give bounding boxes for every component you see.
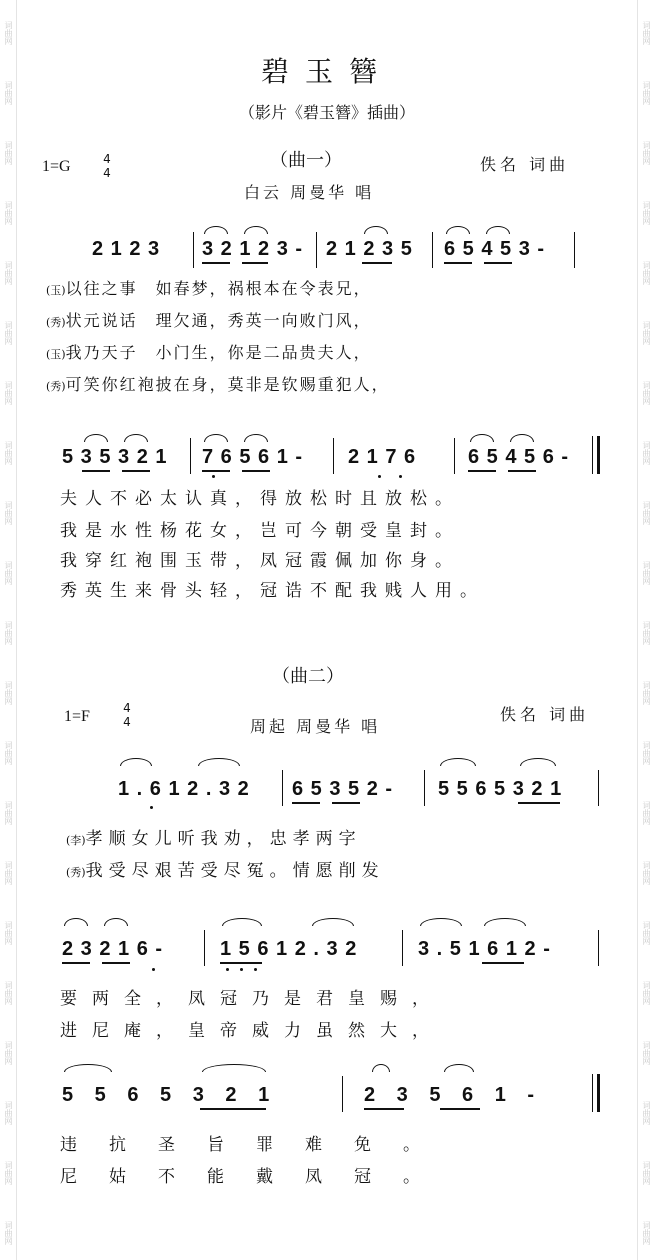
beam-underline (122, 470, 150, 472)
song1-time-bottom: 4 (103, 166, 111, 180)
beam-underline (444, 262, 472, 264)
watermark-text: 词曲网 (4, 261, 13, 285)
barline (333, 438, 334, 474)
song2-row2-measure-1: 2 3 2 1 6 - (62, 938, 164, 960)
beam-underline (242, 262, 268, 264)
lyric-text: 以往之事 如春梦，祸根本在令表兄， (65, 279, 372, 298)
final-barline-thick (597, 436, 600, 474)
beam-underline (292, 802, 320, 804)
barline (574, 232, 575, 268)
singer-role: (秀) (66, 866, 86, 879)
song2-lyric-line-6: 尼姑不能戴凤冠。 (60, 1167, 452, 1187)
beam-underline (332, 802, 360, 804)
watermark-text: 词曲网 (642, 381, 651, 405)
watermark-text: 词曲网 (642, 441, 651, 465)
watermark-text: 词曲网 (4, 741, 13, 765)
singer-role: (秀) (46, 380, 66, 393)
lyric-text: 我受尽艰苦受尽冤。情愿削发 (85, 861, 385, 881)
slur-arc (202, 1064, 266, 1072)
watermark-text: 词曲网 (642, 981, 651, 1005)
slur-arc (486, 226, 510, 234)
song1-row1-measure-3: 2 1 2 3 5 (326, 238, 413, 260)
song1-lyric-line-8: 秀英生来骨头轻，冠诰不配我贱人用。 (60, 581, 485, 601)
watermark-text: 词曲网 (4, 621, 13, 645)
beam-underline (508, 470, 536, 472)
slur-arc (484, 918, 526, 926)
watermark-text: 词曲网 (642, 1221, 651, 1245)
slur-arc (470, 434, 494, 442)
slur-arc (104, 918, 128, 926)
song-title: 碧玉簪 (260, 55, 393, 88)
song1-row2-measure-2: 7 6 5 6 1 - (202, 446, 304, 468)
slur-arc (198, 758, 240, 766)
slur-arc (84, 434, 108, 442)
watermark-text: 词曲网 (4, 201, 13, 225)
watermark-text: 词曲网 (4, 981, 13, 1005)
barline (190, 438, 191, 474)
song1-time-top: 4 (103, 152, 111, 166)
beam-underline (102, 962, 130, 964)
beam-underline (202, 262, 230, 264)
slur-arc (120, 758, 152, 766)
song2-heading: （曲二） (272, 666, 344, 687)
beam-underline (468, 470, 496, 472)
low-octave-dot (378, 475, 381, 478)
song1-key-signature: 1=G (42, 158, 71, 175)
song1-row1-measure-1: 2 1 2 3 (92, 238, 161, 260)
song1-lyric-line-5: 夫人不必太认真，得放松时且放松。 (60, 489, 460, 509)
slur-arc (64, 1064, 112, 1072)
watermark-text: 词曲网 (4, 21, 13, 45)
song1-author: 佚名 词曲 (480, 155, 570, 174)
song1-singers: 白云 周曼华 唱 (244, 183, 375, 202)
low-octave-dot (150, 806, 153, 809)
song2-lyric-line-5: 违抗圣旨罪难免。 (60, 1135, 452, 1155)
watermark-text: 词曲网 (642, 1101, 651, 1125)
barline (316, 232, 317, 268)
low-octave-dot (226, 968, 229, 971)
low-octave-dot (254, 968, 257, 971)
barline (282, 770, 283, 806)
song2-row3-measure-2: 2 3 5 6 1 - (364, 1084, 536, 1106)
song2-time-top: 4 (123, 701, 131, 715)
watermark-text: 词曲网 (4, 1041, 13, 1065)
watermark-text: 词曲网 (642, 741, 651, 765)
beam-underline (482, 962, 524, 964)
watermark-text: 词曲网 (642, 81, 651, 105)
song2-lyric-line-3: 要两全，凤冠乃是君皇赐， (60, 989, 444, 1009)
watermark-strip-right (637, 0, 654, 1260)
watermark-text: 词曲网 (4, 801, 13, 825)
slur-arc (510, 434, 534, 442)
song2-row3-measure-1: 5 5 6 5 3 2 1 (62, 1084, 271, 1106)
beam-underline (362, 262, 392, 264)
slur-arc (204, 434, 228, 442)
song1-lyric-line-3 (46, 340, 372, 363)
watermark-text: 词曲网 (4, 1221, 13, 1245)
watermark-text: 词曲网 (642, 21, 651, 45)
song2-lyric-line-1 (66, 824, 362, 849)
watermark-text: 词曲网 (4, 861, 13, 885)
slur-arc (222, 918, 262, 926)
song2-row1-measure-2: 6 5 3 5 2 - (292, 778, 394, 800)
low-octave-dot (399, 475, 402, 478)
final-barline-thin (592, 1074, 593, 1112)
song2-row1-measure-3: 5 5 6 5 3 2 1 (438, 778, 563, 800)
beam-underline (82, 470, 110, 472)
slur-arc (364, 226, 388, 234)
slur-arc (64, 918, 88, 926)
singer-role: (李) (66, 834, 86, 847)
slur-arc (124, 434, 148, 442)
watermark-text: 词曲网 (642, 141, 651, 165)
watermark-text: 词曲网 (642, 321, 651, 345)
watermark-text: 词曲网 (4, 441, 13, 465)
watermark-text: 词曲网 (642, 261, 651, 285)
watermark-strip-left (0, 0, 17, 1260)
beam-underline (220, 962, 262, 964)
lyric-text: 孝顺女儿听我劝，忠孝两字 (85, 829, 362, 849)
watermark-text: 词曲网 (642, 801, 651, 825)
song1-lyric-line-1 (46, 276, 372, 299)
beam-underline (364, 1108, 404, 1110)
beam-underline (200, 1108, 266, 1110)
song1-row1-measure-2: 3 2 1 2 3 - (202, 238, 304, 260)
barline (598, 930, 599, 966)
song2-lyric-line-4: 进尼庵，皇帝威力虽然大， (60, 1021, 444, 1041)
song1-row1-measure-4: 6 5 4 5 3 - (444, 238, 546, 260)
watermark-text: 词曲网 (642, 921, 651, 945)
song1-lyric-line-6: 我是水性杨花女，岂可今朝受皇封。 (60, 521, 460, 541)
song2-row1-measure-1: 1 . 6 1 2 . 3 2 (118, 778, 250, 800)
final-barline-thick (597, 1074, 600, 1112)
slur-arc (204, 226, 228, 234)
song2-row2-measure-2: 1 5 6 1 2 . 3 2 (220, 938, 358, 960)
song1-lyric-line-7: 我穿红袍围玉带，凤冠霞佩加你身。 (60, 551, 460, 571)
barline (454, 438, 455, 474)
lyric-text: 状元说话 理欠通，秀英一向败门风， (65, 311, 372, 330)
slur-arc (446, 226, 470, 234)
beam-underline (62, 962, 90, 964)
beam-underline (518, 802, 560, 804)
barline (424, 770, 425, 806)
song2-time-bottom: 4 (123, 715, 131, 729)
singer-role: (秀) (46, 316, 66, 329)
song1-row2-measure-4: 6 5 4 5 6 - (468, 446, 570, 468)
watermark-text: 词曲网 (4, 501, 13, 525)
barline (204, 930, 205, 966)
watermark-text: 词曲网 (642, 1161, 651, 1185)
slur-arc (440, 758, 476, 766)
song1-heading: （曲一） (270, 150, 342, 171)
barline (432, 232, 433, 268)
song1-row2-measure-1: 5 3 5 3 2 1 (62, 446, 168, 468)
beam-underline (242, 470, 270, 472)
singer-role: (玉) (46, 284, 66, 297)
lyric-text: 我乃天子 小门生，你是二品贵夫人， (65, 343, 372, 362)
barline (402, 930, 403, 966)
low-octave-dot (212, 475, 215, 478)
slur-arc (244, 434, 268, 442)
watermark-text: 词曲网 (4, 381, 13, 405)
beam-underline (202, 470, 230, 472)
slur-arc (372, 1064, 390, 1072)
song2-author: 佚名 词曲 (500, 705, 590, 724)
slur-arc (244, 226, 268, 234)
song1-lyric-line-2 (46, 308, 372, 331)
watermark-text: 词曲网 (642, 501, 651, 525)
watermark-text: 词曲网 (642, 201, 651, 225)
song1-row2-measure-3: 2 1 7 6 (348, 446, 417, 468)
song2-lyric-line-2 (66, 856, 385, 881)
slur-arc (444, 1064, 474, 1072)
watermark-text: 词曲网 (4, 561, 13, 585)
low-octave-dot (152, 968, 155, 971)
song2-singers: 周起 周曼华 唱 (250, 717, 381, 736)
watermark-text: 词曲网 (642, 681, 651, 705)
slur-arc (312, 918, 354, 926)
lyric-text: 可笑你红袍披在身，莫非是钦赐重犯人， (65, 375, 390, 394)
barline (598, 770, 599, 806)
watermark-text: 词曲网 (642, 621, 651, 645)
watermark-text: 词曲网 (4, 921, 13, 945)
slur-arc (520, 758, 556, 766)
watermark-text: 词曲网 (4, 1101, 13, 1125)
watermark-text: 词曲网 (4, 81, 13, 105)
barline (342, 1076, 343, 1112)
song2-row2-measure-3: 3 . 5 1 6 1 2 - (418, 938, 551, 960)
song-subtitle: （影片《碧玉簪》插曲） (238, 103, 415, 122)
watermark-text: 词曲网 (4, 1161, 13, 1185)
watermark-text: 词曲网 (642, 861, 651, 885)
watermark-text: 词曲网 (642, 1041, 651, 1065)
watermark-text: 词曲网 (642, 561, 651, 585)
barline (193, 232, 194, 268)
watermark-text: 词曲网 (4, 141, 13, 165)
watermark-text: 词曲网 (4, 681, 13, 705)
song2-key-signature: 1=F (64, 708, 90, 725)
low-octave-dot (240, 968, 243, 971)
beam-underline (440, 1108, 480, 1110)
song1-lyric-line-4 (46, 372, 390, 395)
watermark-text: 词曲网 (4, 321, 13, 345)
beam-underline (484, 262, 512, 264)
singer-role: (玉) (46, 348, 66, 361)
final-barline-thin (592, 436, 593, 474)
slur-arc (420, 918, 462, 926)
